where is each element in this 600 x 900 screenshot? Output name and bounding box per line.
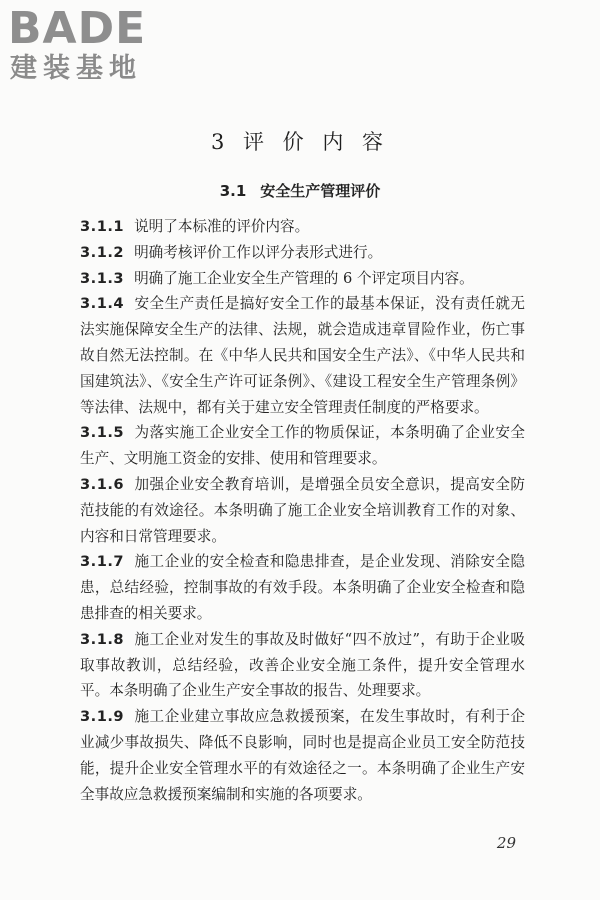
paragraph-number: 3.1.5 xyxy=(80,424,125,442)
paragraph-3-1-4 xyxy=(80,291,525,420)
paragraph-number: 3.1.2 xyxy=(80,243,125,261)
paragraph-3-1-2 xyxy=(80,240,525,266)
paragraph-number: 3.1.6 xyxy=(80,475,125,493)
logo-subtitle: 建装基地 xyxy=(10,53,142,84)
section-number: 3.1 xyxy=(219,182,247,200)
paragraph-text: 说明了本标准的评价内容。 xyxy=(134,218,310,235)
paragraph-text: 安全生产责任是搞好安全工作的最基本保证，没有责任就无法实施保障安全生产的法律、法规，就会造成违章冒险作业，伤亡事故自然无法控制。在《中华人民共和国安全生产法》、《中华人民共和国建筑法》、《安全生产许可证条例》、《建设工程安全生产管理条例》等法律、法规中，都有关于建立安全管理责任制度的严格要求。 xyxy=(80,295,525,416)
paragraph-text: 明确考核评价工作以评分表形式进行。 xyxy=(134,243,383,261)
paragraph-number: 3.1.9 xyxy=(80,708,125,726)
paragraph-3-1-9 xyxy=(80,704,525,807)
paragraph-text: 施工企业建立事故应急救援预案，在发生事故时，有利于企业减少事故损失、降低不良影响，同时也是提高企业员工安全防范技能，提升企业安全管理水平的有效途径之一。本条明确了企业生产安全事故应急救援预案编制和实施的各项要求。 xyxy=(80,708,525,803)
paragraph-text: 施工企业的安全检查和隐患排查，是企业发现、消除安全隐患，总结经验，控制事故的有效手段。本条明确了企业安全检查和隐患排查的相关要求。 xyxy=(80,553,525,622)
section-title xyxy=(0,180,600,201)
section-title-text: 安全生产管理评价 xyxy=(260,182,381,200)
bade-logo xyxy=(8,4,178,90)
paragraph-3-1-5 xyxy=(80,420,525,472)
paragraph-text: 加强企业安全教育培训，是增强全员安全意识，提高安全防范技能的有效途径。本条明确了施工企业安全培训教育工作的对象、内容和日常管理要求。 xyxy=(80,475,525,545)
body-text xyxy=(80,214,525,807)
paragraph-number: 3.1.3 xyxy=(80,269,125,287)
paragraph-3-1-7 xyxy=(80,549,525,626)
paragraph-number: 3.1.7 xyxy=(80,553,125,571)
paragraph-number: 3.1.8 xyxy=(80,630,125,648)
paragraph-3-1-1 xyxy=(80,214,525,240)
paragraph-number: 3.1.4 xyxy=(80,295,125,313)
page-number: 29 xyxy=(496,834,516,852)
paragraph-text: 明确了施工企业安全生产管理的 6 个评定项目内容。 xyxy=(134,269,474,287)
paragraph-text: 为落实施工企业安全工作的物质保证，本条明确了企业安全生产、文明施工资金的安排、使用和管理要求。 xyxy=(80,424,525,468)
logo-wordmark: BADE xyxy=(8,3,147,54)
paragraph-3-1-6 xyxy=(80,472,525,549)
paragraph-number: 3.1.1 xyxy=(80,218,125,235)
paragraph-3-1-8 xyxy=(80,627,525,704)
chapter-title: 3 评 价 内 容 xyxy=(210,130,390,154)
paragraph-text: 施工企业对发生的事故及时做好“四不放过”，有助于企业吸取事故教训，总结经验，改善企业安全施工条件，提升安全管理水平。本条明确了企业生产安全事故的报告、处理要求。 xyxy=(80,630,525,700)
paragraph-3-1-3 xyxy=(80,266,525,292)
